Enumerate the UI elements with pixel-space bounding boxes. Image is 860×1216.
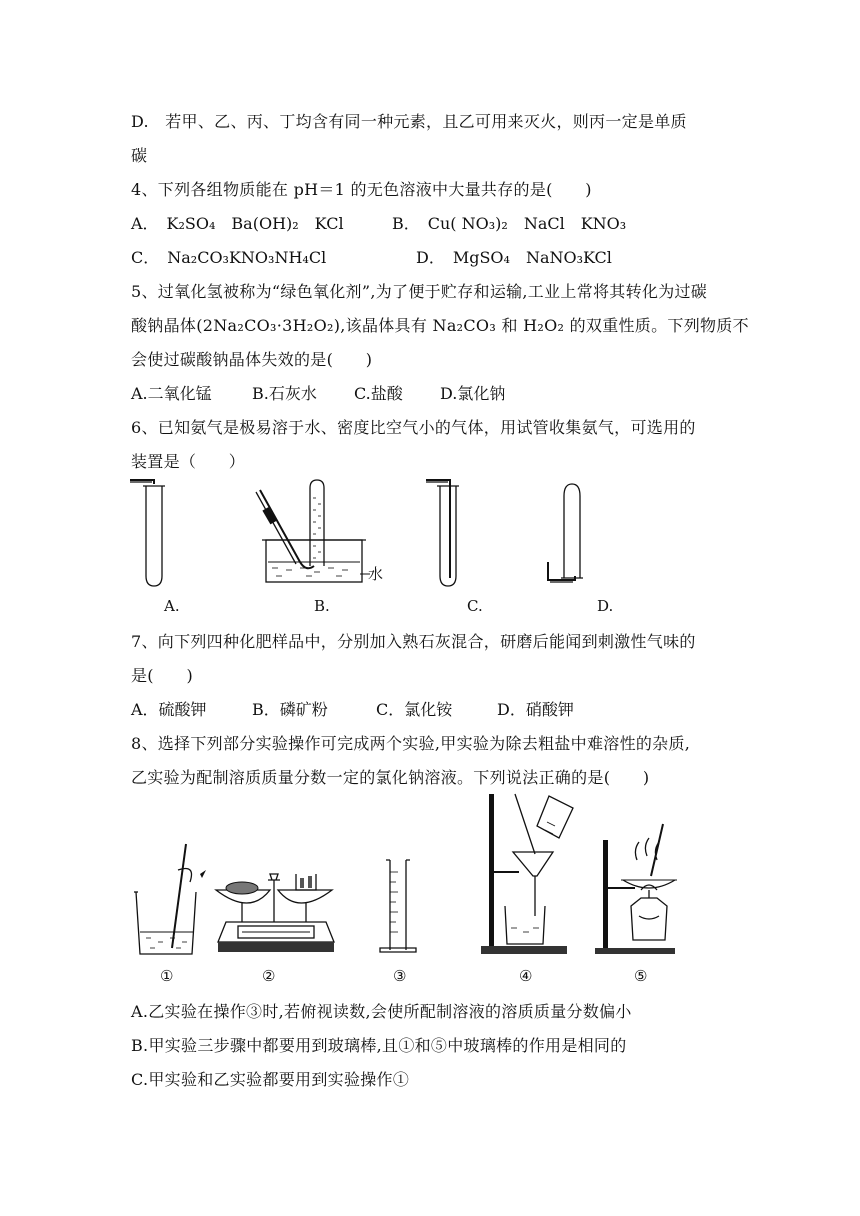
q6-label-d: D. (597, 597, 614, 615)
q5-stem-line1: 5、过氧化氢被称为“绿色氧化剂”,为了便于贮存和运输,工业上常将其转化为过碳 (131, 282, 708, 301)
q5-stem-line2: 酸钠晶体(2Na₂CO₃·3H₂O₂),该晶体具有 Na₂CO₃ 和 H₂O₂ 的双重性质。下列物质不 (131, 316, 749, 335)
q4-option-d: D． MgSO₄ NaNO₃KCl (416, 248, 612, 267)
q4-stem: 4、下列各组物质能在 pH＝1 的无色溶液中大量共存的是( ) (131, 180, 592, 199)
q6-label-b: B. (314, 597, 330, 615)
q8-figure-3-cylinder (378, 840, 428, 960)
q8-stem-line1: 8、选择下列部分实验操作可完成两个实验,甲实验为除去粗盐中难溶性的杂质, (131, 734, 691, 753)
q7-option-a: A．硫酸钾 (131, 700, 207, 719)
q5-option-a: A.二氧化锰 (131, 384, 212, 403)
q4-option-c: C． Na₂CO₃KNO₃NH₄Cl (131, 248, 327, 267)
q8-label-5: ⑤ (634, 967, 648, 985)
q6-figure-c (422, 478, 472, 588)
q5-stem-line3: 会使过碳酸钠晶体失效的是( ) (131, 350, 373, 369)
q6-figure-a (128, 478, 178, 588)
q5-option-b: B.石灰水 (252, 384, 317, 403)
q7-option-c: C．氯化铵 (376, 700, 453, 719)
q6-stem-line1: 6、已知氨气是极易溶于水、密度比空气小的气体，用试管收集氨气，可选用的 (131, 418, 696, 437)
q5-option-c: C.盐酸 (354, 384, 403, 403)
q8-label-2: ② (262, 967, 276, 985)
q8-figure-2-balance (210, 840, 340, 960)
q8-figure-4-filtration (475, 792, 585, 962)
q6-water-label: 水 (368, 565, 384, 583)
q7-option-b: B．磷矿粉 (252, 700, 328, 719)
q3-option-d-line1: D. 若甲、乙、丙、丁均含有同一种元素，且乙可用来灭火，则丙一定是单质 (131, 112, 687, 131)
q6-figure-d (545, 478, 595, 588)
q4-option-a: A． K₂SO₄ Ba(OH)₂ KCl (131, 214, 344, 233)
q6-stem-line2: 装置是（ ） (131, 452, 246, 471)
q6-label-c: C. (467, 597, 483, 615)
q5-option-d: D.氯化钠 (440, 384, 506, 403)
q8-figure-5-evaporation (595, 820, 705, 960)
q8-label-3: ③ (393, 967, 407, 985)
q3-option-d-line2: 碳 (131, 146, 148, 165)
q7-option-d: D．硝酸钾 (497, 700, 574, 719)
q8-stem-line2: 乙实验为配制溶质质量分数一定的氯化钠溶液。下列说法正确的是( ) (131, 768, 650, 787)
q6-label-a: A. (164, 597, 180, 615)
q8-option-b: B.甲实验三步骤中都要用到玻璃棒,且①和⑤中玻璃棒的作用是相同的 (131, 1036, 627, 1055)
q4-option-b: B． Cu( NO₃)₂ NaCl KNO₃ (392, 214, 627, 233)
q7-stem-line2: 是( ) (131, 666, 193, 685)
q8-label-1: ① (160, 967, 174, 985)
q8-option-c: C.甲实验和乙实验都要用到实验操作① (131, 1070, 410, 1089)
q8-label-4: ④ (519, 967, 533, 985)
q8-option-a: A.乙实验在操作③时,若俯视读数,会使所配制溶液的溶质质量分数偏小 (131, 1002, 632, 1021)
q8-figure-1-stirring (130, 840, 210, 960)
q6-figure-b (252, 478, 382, 588)
q7-stem-line1: 7、向下列四种化肥样品中，分别加入熟石灰混合，研磨后能闻到刺激性气味的 (131, 632, 696, 651)
